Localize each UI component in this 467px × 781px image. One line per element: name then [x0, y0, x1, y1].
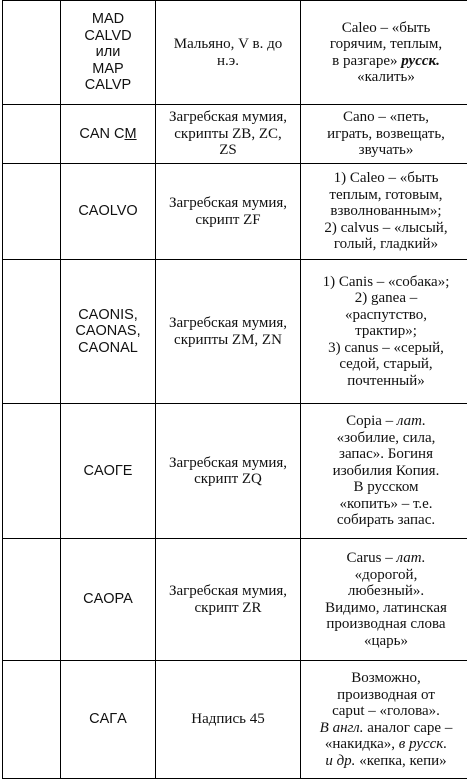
- meaning-line: «копить» – т.е.: [339, 495, 433, 512]
- word-cell: CAOLVO: [61, 164, 156, 260]
- meaning-line: «дорогой,: [354, 566, 418, 583]
- meaning-cell: [301, 404, 467, 539]
- meaning-line: 3) canus – «серый,: [328, 339, 444, 356]
- meaning-line: трактир»;: [355, 323, 417, 340]
- word-cell: CAOPA: [61, 539, 156, 661]
- empty-cell: [3, 1, 61, 105]
- table-row: [3, 164, 467, 260]
- meaning-cell: [301, 539, 467, 661]
- word-cell: MAD CALVD или MAP CALVP: [61, 1, 156, 105]
- meaning-line: запас». Богиня: [339, 446, 433, 463]
- table-row: [3, 539, 467, 661]
- meaning-line: голый, гладкий»: [333, 236, 439, 253]
- table-row: [3, 105, 467, 164]
- meaning-cell: [301, 164, 467, 260]
- source-cell: Мальяно, V в. до н.э.: [156, 1, 301, 105]
- meaning-line: Carus – лат.: [346, 550, 426, 566]
- meaning-line: любезный».: [347, 583, 425, 599]
- source-cell: Загребская мумия, скрипты ZB, ZC, ZS: [156, 105, 301, 164]
- empty-cell: [3, 260, 61, 404]
- meaning-line: 2) calvus – «лысый,: [324, 219, 448, 236]
- meaning-line: В англ. аналог cape –: [319, 719, 453, 736]
- source-cell: Загребская мумия, скрипты ZM, ZN: [156, 260, 301, 404]
- source-cell: Надпись 45: [156, 661, 301, 779]
- meaning-line: В русском: [353, 479, 419, 496]
- meaning-line: в разгаре» русск.: [332, 52, 440, 69]
- word-cell: CAN CM: [61, 105, 156, 164]
- meaning-line: седой, старый,: [339, 356, 433, 373]
- source-cell: Загребская мумия, скрипт ZQ: [156, 404, 301, 539]
- meaning-cell: [301, 260, 467, 404]
- meaning-line: Copia – лат.: [346, 413, 426, 430]
- meaning-line: взволнованным»;: [330, 203, 442, 220]
- meaning-line: «распутство,: [344, 306, 428, 323]
- source-cell: Загребская мумия, скрипт ZF: [156, 164, 301, 260]
- table-row: [3, 260, 467, 404]
- meaning-cell: [301, 105, 467, 164]
- empty-cell: [3, 404, 61, 539]
- document-table: [2, 0, 467, 779]
- meaning-cell: [301, 661, 467, 779]
- meaning-line: собирать запас.: [336, 512, 436, 529]
- word-cell: CAOГE: [61, 404, 156, 539]
- meaning-line: играть, возвещать,: [327, 125, 445, 142]
- meaning-line: горячим, теплым,: [329, 36, 443, 52]
- empty-cell: [3, 539, 61, 661]
- table-row: [3, 661, 467, 779]
- meaning-line: «калить»: [357, 69, 415, 85]
- meaning-line: 2) ganea –: [354, 290, 418, 307]
- word-cell: CAГA: [61, 661, 156, 779]
- meaning-line: Видимо, латинская: [325, 599, 447, 616]
- meaning-line: теплым, готовым,: [329, 186, 443, 203]
- table-row: [3, 404, 467, 539]
- empty-cell: [3, 661, 61, 779]
- meaning-line: Возможно,: [351, 670, 421, 686]
- word-cell: CAONIS, CAONAS, CAONAL: [61, 260, 156, 404]
- meaning-line: Caleo – «быть: [341, 19, 431, 36]
- meaning-line: caput – «голова».: [332, 703, 440, 719]
- meaning-line: 1) Canis – «собака»;: [322, 273, 450, 290]
- table-row: [3, 1, 467, 105]
- meaning-line: звучать»: [358, 142, 414, 159]
- meaning-line: почтенный»: [347, 372, 425, 389]
- meaning-line: 1) Caleo – «быть: [333, 170, 439, 187]
- meaning-line: и др. «кепка, кепи»: [325, 752, 447, 769]
- meaning-line: производная слова: [326, 616, 446, 632]
- empty-cell: [3, 105, 61, 164]
- meaning-line: производная от: [337, 686, 435, 703]
- meaning-line: изобилия Копия.: [332, 462, 440, 479]
- meaning-line: «зобилие, сила,: [336, 429, 436, 446]
- empty-cell: [3, 164, 61, 260]
- meaning-line: «царь»: [363, 632, 409, 649]
- meaning-line: Cano – «петь,: [343, 109, 429, 126]
- meaning-line: «накидка», в русск.: [324, 736, 448, 752]
- source-cell: Загребская мумия, скрипт ZR: [156, 539, 301, 661]
- meaning-cell: [301, 1, 467, 105]
